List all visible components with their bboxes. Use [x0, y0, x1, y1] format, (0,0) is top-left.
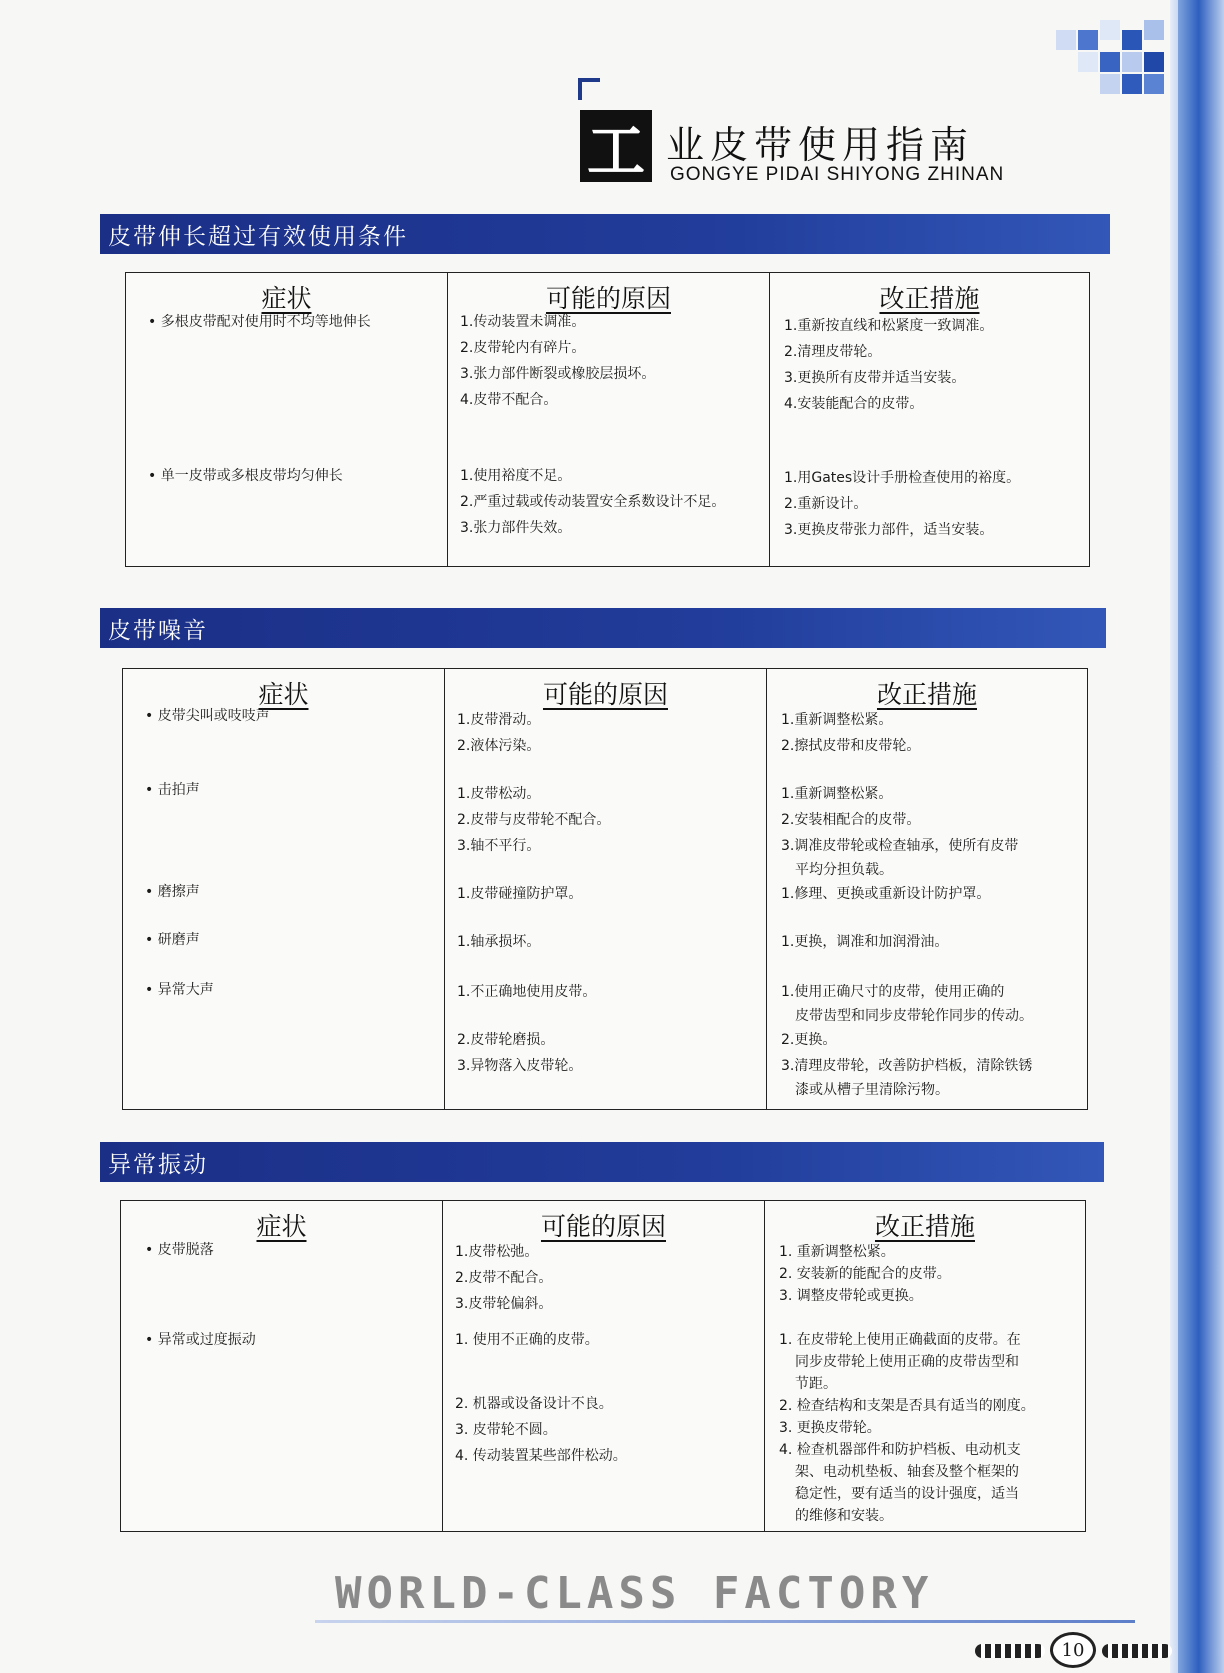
footer-slogan: WORLD-CLASS FACTORY	[335, 1568, 934, 1619]
cause-item: 1.不正确地使用皮带。	[457, 984, 597, 1000]
fix-item: 1.用Gates设计手册检查使用的裕度。	[784, 470, 1021, 486]
fix-item: 3.更换所有皮带并适当安装。	[784, 370, 966, 386]
fix-item: 4. 检查机器部件和防护档板、电动机支	[779, 1442, 1021, 1458]
column-symptom	[126, 273, 448, 566]
fix-item: 1.更换，调准和加润滑油。	[781, 934, 949, 950]
fix-item: 3.清理皮带轮，改善防护档板，清除铁锈	[781, 1058, 1033, 1074]
column-cause	[445, 669, 767, 1109]
column-fix	[770, 273, 1089, 566]
cause-item: 3.皮带轮偏斜。	[455, 1296, 553, 1312]
fix-item: 1. 在皮带轮上使用正确截面的皮带。在	[779, 1332, 1021, 1348]
symptom-item: • 异常或过度振动	[145, 1327, 256, 1353]
page-ornament-right	[1102, 1644, 1172, 1658]
column-fix	[765, 1201, 1085, 1531]
fix-item: 2. 安装新的能配合的皮带。	[779, 1266, 951, 1282]
cause-item: 3.轴不平行。	[457, 838, 541, 854]
column-header-cause: 可能的原因	[540, 1212, 666, 1241]
fix-item: 1.修理、更换或重新设计防护罩。	[781, 886, 991, 902]
fix-item: 2. 检查结构和支架是否具有适当的刚度。	[779, 1398, 1035, 1414]
column-header-symptom: 症状	[256, 1212, 307, 1241]
fix-item: 1. 重新调整松紧。	[779, 1244, 895, 1260]
cause-item: 2.严重过载或传动装置安全系数设计不足。	[460, 494, 726, 510]
column-cause	[448, 273, 770, 566]
fix-item: 3. 调整皮带轮或更换。	[779, 1288, 923, 1304]
fix-item: 的维修和安装。	[795, 1508, 893, 1524]
cause-item: 1.皮带碰撞防护罩。	[457, 886, 583, 902]
cause-item: 1.皮带松动。	[457, 786, 541, 802]
section-title-noise: 皮带噪音	[100, 608, 1106, 648]
fix-item: 漆或从槽子里清除污物。	[795, 1082, 949, 1098]
page-ornament-left	[975, 1644, 1045, 1658]
column-fix	[767, 669, 1087, 1109]
page-title: 业皮带使用指南	[666, 123, 975, 167]
fix-item: 节距。	[795, 1376, 837, 1392]
column-cause	[443, 1201, 765, 1531]
column-symptom	[123, 669, 445, 1109]
cause-item: 2.皮带不配合。	[455, 1270, 553, 1286]
column-header-cause: 可能的原因	[545, 284, 671, 313]
cause-item: 1.传动装置未调准。	[460, 314, 586, 330]
fix-item: 3. 更换皮带轮。	[779, 1420, 881, 1436]
cause-item: 1.使用裕度不足。	[460, 468, 572, 484]
cause-item: 3.张力部件失效。	[460, 520, 572, 536]
cause-item: 2. 机器或设备设计不良。	[455, 1396, 613, 1412]
fix-item: 2.重新设计。	[784, 496, 868, 512]
cause-item: 1.皮带松弛。	[455, 1244, 539, 1260]
column-header-symptom: 症状	[261, 284, 312, 313]
cause-item: 2.皮带与皮带轮不配合。	[457, 812, 611, 828]
cause-item: 2.皮带轮内有碎片。	[460, 340, 586, 356]
table-noise	[122, 668, 1088, 1110]
fix-item: 2.清理皮带轮。	[784, 344, 882, 360]
symptom-item: • 异常大声	[145, 977, 214, 1003]
fix-item: 1.重新按直线和松紧度一致调准。	[784, 318, 994, 334]
fix-item: 4.安装能配合的皮带。	[784, 396, 924, 412]
cause-item: 3.异物落入皮带轮。	[457, 1058, 583, 1074]
symptom-item: • 皮带尖叫或吱吱声	[145, 703, 270, 729]
cause-item: 3. 皮带轮不圆。	[455, 1422, 557, 1438]
fix-item: 3.调准皮带轮或检查轴承，使所有皮带	[781, 838, 1019, 854]
blue-mosaic-decoration	[1056, 20, 1166, 110]
section-title-stretch: 皮带伸长超过有效使用条件	[100, 214, 1110, 254]
page-number: 10	[1050, 1632, 1096, 1668]
page-subtitle: GONGYE PIDAI SHIYONG ZHINAN	[670, 164, 1005, 185]
fix-item: 1.使用正确尺寸的皮带，使用正确的	[781, 984, 1005, 1000]
cause-item: 3.张力部件断裂或橡胶层损坏。	[460, 366, 656, 382]
fix-item: 平均分担负载。	[795, 862, 893, 878]
column-header-symptom: 症状	[258, 680, 309, 709]
title-first-char: 工	[580, 110, 652, 182]
fix-item: 1.重新调整松紧。	[781, 786, 893, 802]
cause-item: 2.皮带轮磨损。	[457, 1032, 555, 1048]
symptom-item: • 击拍声	[145, 777, 200, 803]
table-stretch	[125, 272, 1090, 567]
column-symptom	[121, 1201, 443, 1531]
cause-item: 1.轴承损坏。	[457, 934, 541, 950]
section-title-vibration: 异常振动	[100, 1142, 1104, 1182]
fix-item: 2.安装相配合的皮带。	[781, 812, 921, 828]
fix-item: 1.重新调整松紧。	[781, 712, 893, 728]
symptom-item: • 皮带脱落	[145, 1237, 214, 1263]
fix-item: 架、电动机垫板、轴套及整个框架的	[795, 1464, 1019, 1480]
cause-item: 1. 使用不正确的皮带。	[455, 1332, 599, 1348]
column-header-fix: 改正措施	[876, 680, 977, 709]
column-header-cause: 可能的原因	[542, 680, 668, 709]
fix-item: 2.擦拭皮带和皮带轮。	[781, 738, 921, 754]
table-vibration	[120, 1200, 1086, 1532]
footer-divider	[315, 1620, 1135, 1623]
cause-item: 4. 传动装置某些部件松动。	[455, 1448, 627, 1464]
symptom-item: • 磨擦声	[145, 879, 200, 905]
title-corner-mark	[578, 78, 600, 100]
cause-item: 4.皮带不配合。	[460, 392, 558, 408]
symptom-item: • 单一皮带或多根皮带均匀伸长	[148, 463, 343, 489]
fix-item: 2.更换。	[781, 1032, 837, 1048]
fix-item: 稳定性，要有适当的设计强度，适当	[795, 1486, 1019, 1502]
symptom-item: • 多根皮带配对使用时不均等地伸长	[148, 309, 371, 335]
right-decorative-strip	[1178, 0, 1224, 1673]
fix-item: 同步皮带轮上使用正确的皮带齿型和	[795, 1354, 1019, 1370]
column-header-fix: 改正措施	[879, 284, 980, 313]
column-header-fix: 改正措施	[874, 1212, 975, 1241]
fix-item: 3.更换皮带张力部件，适当安装。	[784, 522, 994, 538]
symptom-item: • 研磨声	[145, 927, 200, 953]
cause-item: 2.液体污染。	[457, 738, 541, 754]
right-decorative-strip-inner	[1170, 0, 1178, 1673]
cause-item: 1.皮带滑动。	[457, 712, 541, 728]
fix-item: 皮带齿型和同步皮带轮作同步的传动。	[795, 1008, 1033, 1024]
